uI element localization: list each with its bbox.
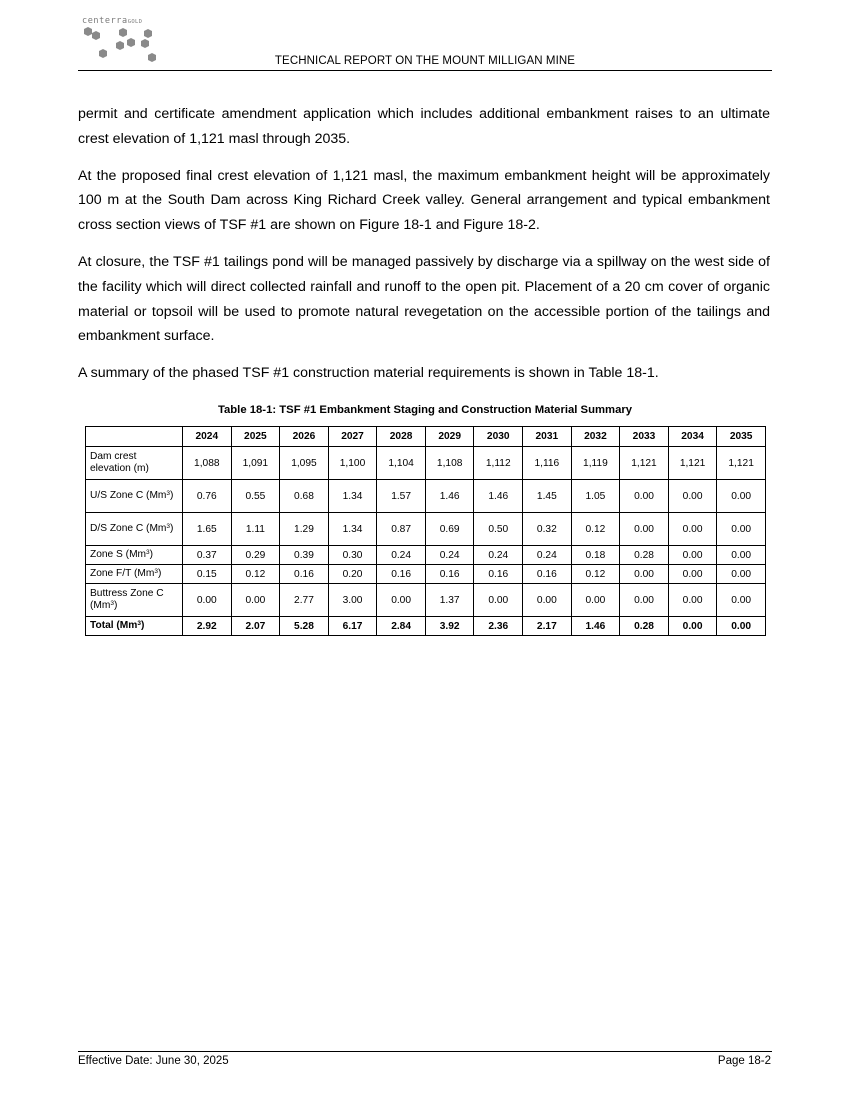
footer-divider [78, 1051, 772, 1052]
table-caption: Table 18-1: TSF #1 Embankment Staging and Construction Material Summary [217, 404, 633, 416]
table-cell: 1.34 [328, 513, 377, 546]
table-cell: 0.18 [571, 546, 620, 565]
table-cell: 1,104 [377, 447, 426, 480]
table-cell: 0.37 [183, 546, 232, 565]
table-cell: 3.00 [328, 584, 377, 617]
table-row [86, 480, 766, 513]
table-cell: 0.55 [231, 480, 280, 513]
table-cell: 3.92 [425, 617, 474, 636]
table-cell: 2.17 [523, 617, 572, 636]
table-cell: 0.00 [474, 584, 523, 617]
table-cell: 0.28 [620, 546, 669, 565]
table-cell: 0.24 [377, 546, 426, 565]
table-cell: 0.00 [231, 584, 280, 617]
table-cell: 0.00 [717, 513, 766, 546]
row-label: Buttress Zone C (Mm$^3$) [86, 584, 183, 617]
table-cell: 0.00 [668, 565, 717, 584]
table-corner-cell [86, 427, 183, 447]
report-header-title: TECHNICAL REPORT ON THE MOUNT MILLIGAN MINE [274, 55, 576, 67]
paragraph: permit and certificate amendment application which includes additional embankment raises to an ultimate crest elevation of 1,121 masl through 2035. [78, 106, 770, 147]
table-cell: 1,108 [425, 447, 474, 480]
table-cell: 0.00 [668, 546, 717, 565]
table-cell: 0.00 [523, 584, 572, 617]
table-header-row [86, 427, 766, 447]
table-cell: 1,116 [523, 447, 572, 480]
table-cell: 0.00 [620, 480, 669, 513]
row-label: U/S Zone C (Mm$^3$) [86, 480, 183, 513]
row-label: Zone F/T (Mm$^3$) [86, 565, 183, 584]
table-cell: 1.46 [425, 480, 474, 513]
table-cell: 0.68 [280, 480, 329, 513]
table-cell: 0.00 [377, 584, 426, 617]
table-cell: 0.16 [377, 565, 426, 584]
table-cell: 0.30 [328, 546, 377, 565]
table-cell: 1.34 [328, 480, 377, 513]
paragraph: A summary of the phased TSF #1 construction material requirements is shown in Table 18-1. [78, 365, 659, 382]
table-cell: 0.24 [474, 546, 523, 565]
table-cell: 1.11 [231, 513, 280, 546]
table-cell: 0.16 [474, 565, 523, 584]
table-cell: 0.16 [280, 565, 329, 584]
table-row [86, 584, 766, 617]
table-cell: 0.00 [717, 546, 766, 565]
table-row [86, 447, 766, 480]
table-cell: 1.29 [280, 513, 329, 546]
table-cell: 1.57 [377, 480, 426, 513]
table-cell: 6.17 [328, 617, 377, 636]
table-cell: 0.00 [571, 584, 620, 617]
table-cell: 0.00 [620, 513, 669, 546]
table-cell: 1.45 [523, 480, 572, 513]
table-cell: 0.12 [571, 513, 620, 546]
table-cell: 0.12 [571, 565, 620, 584]
row-label: Total (Mm$^3$) [86, 617, 183, 636]
table-cell: 5.28 [280, 617, 329, 636]
year-header: 2031 [523, 427, 572, 447]
row-label: D/S Zone C (Mm$^3$) [86, 513, 183, 546]
table-cell: 2.77 [280, 584, 329, 617]
table-cell: 0.39 [280, 546, 329, 565]
table-cell: 0.00 [668, 513, 717, 546]
table-cell: 0.00 [620, 565, 669, 584]
table-cell: 0.00 [717, 617, 766, 636]
table-cell: 0.24 [425, 546, 474, 565]
logo-text: centerraGOLD [82, 16, 143, 26]
year-header: 2033 [620, 427, 669, 447]
year-header: 2027 [328, 427, 377, 447]
table-cell: 2.92 [183, 617, 232, 636]
paragraph: At closure, the TSF #1 tailings pond will be managed passively by discharge via a spillway on the west side of the facility which will direct collected rainfall and runoff to the open pit. Placement of a 20 cm cover of organic material or topsoil will be used to promote natural revegetation on the accessible portion of the tailings and embankment surface. [78, 253, 770, 345]
table-cell: 1.46 [571, 617, 620, 636]
effective-date: Effective Date: June 30, 2025 [78, 1055, 229, 1067]
table-cell: 2.84 [377, 617, 426, 636]
paragraph: At the proposed final crest elevation of 1,121 masl, the maximum embankment height will be approximately 100 m at the South Dam across King Richard Creek valley. General arrangement and typical embankment cross section views of TSF #1 are shown on Figure 18-1 and Figure 18-2. [78, 167, 770, 234]
table-cell: 1,100 [328, 447, 377, 480]
table-cell: 1,112 [474, 447, 523, 480]
table-row [86, 565, 766, 584]
page-number: Page 18-2 [717, 1055, 771, 1067]
table-cell: 0.29 [231, 546, 280, 565]
table-cell: 0.00 [183, 584, 232, 617]
table-cell: 1,091 [231, 447, 280, 480]
year-header: 2026 [280, 427, 329, 447]
table-cell: 1,119 [571, 447, 620, 480]
table-cell: 0.50 [474, 513, 523, 546]
table-cell: 0.00 [668, 584, 717, 617]
header-divider [78, 70, 772, 71]
year-header: 2030 [474, 427, 523, 447]
table-cell: 0.00 [717, 480, 766, 513]
year-header: 2032 [571, 427, 620, 447]
table-row [86, 513, 766, 546]
table-cell: 0.16 [523, 565, 572, 584]
table-cell: 0.00 [620, 584, 669, 617]
year-header: 2029 [425, 427, 474, 447]
table-cell: 1,088 [183, 447, 232, 480]
table-cell: 0.24 [523, 546, 572, 565]
year-header: 2024 [183, 427, 232, 447]
year-header: 2028 [377, 427, 426, 447]
table-cell: 0.16 [425, 565, 474, 584]
table-cell: 0.15 [183, 565, 232, 584]
table-cell: 1,121 [620, 447, 669, 480]
year-header: 2035 [717, 427, 766, 447]
table-row [86, 546, 766, 565]
table-cell: 0.12 [231, 565, 280, 584]
table-cell: 2.36 [474, 617, 523, 636]
table-cell: 1.05 [571, 480, 620, 513]
table-cell: 0.32 [523, 513, 572, 546]
table-cell: 2.07 [231, 617, 280, 636]
table-cell: 0.87 [377, 513, 426, 546]
table-cell: 1,095 [280, 447, 329, 480]
table-cell: 0.28 [620, 617, 669, 636]
material-summary-table [85, 426, 766, 636]
table-cell: 0.69 [425, 513, 474, 546]
year-header: 2034 [668, 427, 717, 447]
table-cell: 1.37 [425, 584, 474, 617]
table-cell: 0.00 [668, 480, 717, 513]
row-label: Dam crest elevation (m) [86, 447, 183, 480]
row-label: Zone S (Mm$^3$) [86, 546, 183, 565]
table-cell: 1,121 [668, 447, 717, 480]
year-header: 2025 [231, 427, 280, 447]
table-cell: 0.20 [328, 565, 377, 584]
table-cell: 1,121 [717, 447, 766, 480]
table-cell: 0.00 [668, 617, 717, 636]
body-text [78, 102, 770, 398]
table-cell: 0.00 [717, 565, 766, 584]
table-cell: 0.00 [717, 584, 766, 617]
table-total-row [86, 617, 766, 636]
table-cell: 1.46 [474, 480, 523, 513]
table-cell: 1.65 [183, 513, 232, 546]
table-cell: 0.76 [183, 480, 232, 513]
